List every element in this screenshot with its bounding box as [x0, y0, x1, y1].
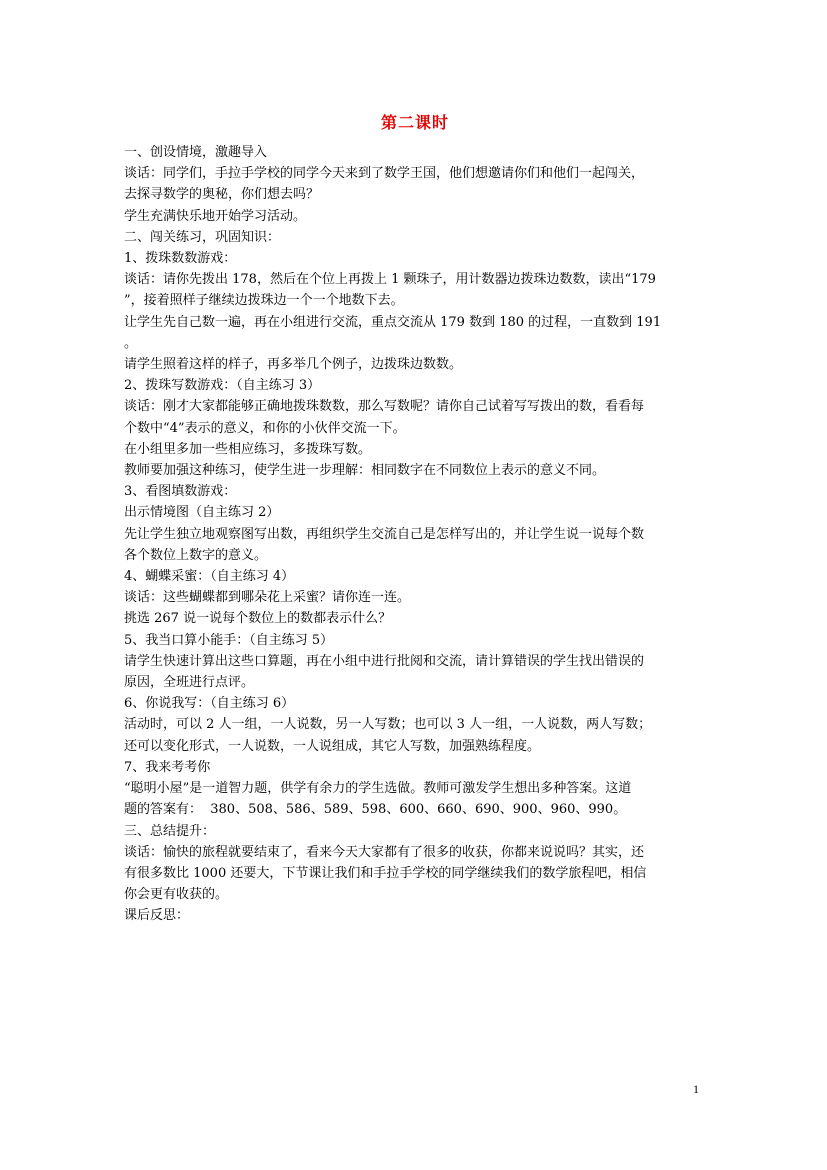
text-line: 二、闯关练习，巩固知识：	[124, 229, 281, 245]
text-line: 活动时，可以 2 人一组，一人说数，另一人写数；也可以 3 人一组，一人说数，两人写数；	[124, 717, 652, 733]
text-line: 谈话：愉快的旅程就要结束了，看来今天大家都有了很多的收获，你都来说说吗？其实，还	[124, 844, 645, 860]
text-line: 学生充满快乐地开始学习活动。	[124, 208, 307, 224]
text-line: 请学生照着这样的样子，再多举几个例子，边拨珠边数数。	[124, 357, 463, 373]
text-line: 教师要加强这种练习，使学生进一步理解：相同数字在不同数位上表示的意义不同。	[124, 463, 606, 479]
text-line: 原因，全班进行点评。	[124, 675, 255, 691]
text-line: 6、你说我写：（自主练习 6）	[124, 696, 295, 712]
text-line: 4、蝴蝶采蜜：（自主练习 4）	[124, 569, 295, 585]
text-line: 出示情境图（自主练习 2）	[124, 505, 280, 521]
text-line: 谈话：这些蝴蝶都到哪朵花上采蜜？请你连一连。	[124, 590, 411, 606]
text-line: 挑选 267 说一说每个数位上的数都表示什么？	[124, 611, 392, 627]
text-line: 先让学生独立地观察图写出数，再组织学生交流自己是怎样写出的，并让学生说一说每个数	[124, 526, 645, 542]
text-line: 1、拨珠数数游戏：	[124, 251, 237, 267]
text-line: 三、总结提升：	[124, 823, 216, 839]
text-line: 请学生快速计算出这些口算题，再在小组中进行批阅和交流，请计算错误的学生找出错误的	[124, 653, 645, 669]
page-number: 1	[693, 1082, 699, 1096]
text-line: 让学生先自己数一遍，再在小组进行交流，重点交流从 179 数到 180 的过程，一直数到 191	[124, 314, 662, 330]
text-line: 。	[124, 335, 138, 351]
text-line: 谈话：刚才大家都能够正确地拨珠数数，那么写数呢？请你自己试着写写拨出的数，看看每	[124, 399, 645, 415]
text-line: 各个数位上数字的意义。	[124, 547, 268, 563]
text-line: 谈话：请你先拨出 178，然后在个位上再拨上 1 颗珠子，用计数器边拨珠边数数，读出“179	[124, 272, 656, 288]
text-line: 7、我来考考你	[124, 759, 211, 775]
text-line: 一、创设情境，激趣导入	[124, 145, 268, 160]
document-page	[124, 112, 706, 927]
text-line: 谈话：同学们，手拉手学校的同学今天来到了数学王国，他们想邀请你们和他们一起闯关，	[124, 166, 645, 182]
text-line: “聪明小屋”是一道智力题，供学有余力的学生选做。教师可激发学生想出多种答案。这道	[124, 781, 632, 797]
text-line: ”，接着照样子继续边拨珠边一个一个地数下去。	[124, 293, 404, 309]
text-line: 2、拨珠写数游戏：（自主练习 3）	[124, 378, 321, 394]
text-line: 在小组里多加一些相应练习，多拨珠写数。	[124, 441, 372, 457]
text-line: 个数中“4”表示的意义，和你的小伙伴交流一下。	[124, 420, 406, 436]
text-line: 5、我当口算小能手：（自主练习 5）	[124, 632, 334, 648]
text-line: 还可以变化形式，一人说数，一人说组成，其它人写数，加强熟练程度。	[124, 738, 541, 754]
text-line: 3、看图填数游戏：	[124, 484, 237, 500]
text-line: 去探寻数学的奥秘，你们想去吗？	[124, 187, 320, 203]
document-title: 第二课时	[380, 113, 449, 132]
text-line: 题的答案有： 380、508、586、589、598、600、660、690、900、960、990。	[124, 802, 627, 818]
document-body	[124, 142, 706, 927]
text-line: 你会更有收获的。	[124, 887, 229, 903]
text-line: 有很多数比 1000 还要大，下节课让我们和手拉手学校的同学继续我们的数学旅程吧，相信	[124, 865, 647, 881]
text-line: 课后反思：	[124, 908, 190, 924]
